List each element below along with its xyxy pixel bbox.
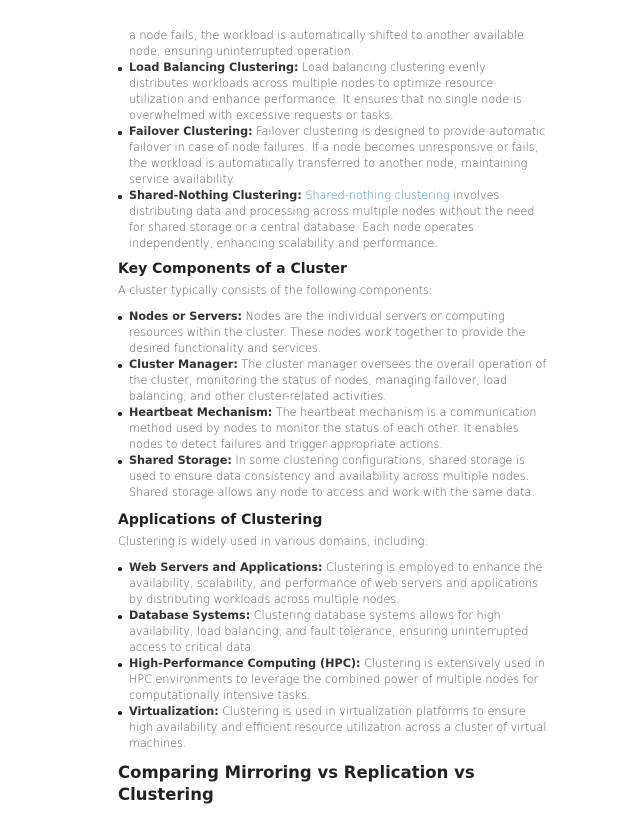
article-body: [118, 28, 548, 806]
shared-nothing-link[interactable]: Shared-nothing clustering: [305, 189, 450, 202]
description: Clustering is used in virtualization platforms to ensure high availability and efficient resource utilization across a cluster of virtual machines.: [129, 705, 547, 750]
applications-intro: Clustering is widely used in various domains, including:: [118, 535, 429, 548]
list-item-hpc: [118, 656, 548, 704]
applications-list: [118, 560, 548, 752]
term: Cluster Manager:: [129, 358, 238, 371]
term: Failover Clustering:: [129, 125, 253, 138]
term: Virtualization:: [129, 705, 219, 718]
list-item-nodes: [118, 309, 548, 357]
list-item-heartbeat: [118, 405, 548, 453]
description: Nodes are the individual servers or computing resources within the cluster. These nodes work together to provide the desired functionality and services.: [129, 310, 526, 355]
list-item-load-balancing: [118, 60, 548, 124]
heading-applications: Applications of Clustering: [118, 512, 323, 528]
description: involves distributing data and processing across multiple nodes without the need for shared storage or a central database. Each node operates independently, enhancing scalability and performance.: [129, 189, 535, 250]
term: Shared-Nothing Clustering:: [129, 189, 302, 202]
term: Web Servers and Applications:: [129, 561, 323, 574]
description: Clustering is employed to enhance the availability, scalability, and performance of web servers and applications by distributing workloads across multiple nodes.: [129, 561, 543, 606]
list-item-database-systems: [118, 608, 548, 656]
heading-key-components: Key Components of a Cluster: [118, 261, 347, 277]
list-item-cluster-manager: [118, 357, 548, 405]
description: Failover clustering is designed to provide automatic failover in case of node failures. If a node becomes unresponsive or fails, the workload is automatically transferred to another node, maintaining service availability.: [129, 125, 546, 186]
heading-comparison: Comparing Mirroring vs Replication vs Clustering: [118, 763, 475, 804]
description: In some clustering configurations, shared storage is used to ensure data consistency and availability across multiple nodes. Shared storage allows any node to access and work with the same data.: [129, 454, 535, 499]
term: Nodes or Servers:: [129, 310, 242, 323]
continued-list-text: a node fails, the workload is automatically shifted to another available node, ensuring uninterrupted operation.: [129, 29, 524, 58]
term: Load Balancing Clustering:: [129, 61, 299, 74]
clustering-types-list: [118, 60, 548, 252]
term: Shared Storage:: [129, 454, 232, 467]
description: Load balancing clustering evenly distributes workloads across multiple nodes to optimize resource utilization and enhance performance. It ensures that no single node is overwhelmed with excessive requests or tasks.: [129, 61, 522, 122]
description: Clustering database systems allows for high availability, load balancing, and fault tolerance, ensuring uninterrupted access to critical data.: [129, 609, 529, 654]
components-list: [118, 309, 548, 501]
list-item-failover: [118, 124, 548, 188]
list-item-shared-nothing: [118, 188, 548, 252]
list-item-shared-storage: [118, 453, 548, 501]
term: Database Systems:: [129, 609, 251, 622]
components-intro: A cluster typically consists of the following components:: [118, 284, 433, 297]
description: Clustering is extensively used in HPC environments to leverage the combined power of multiple nodes for computationally intensive tasks.: [129, 657, 545, 702]
list-item-web-servers: [118, 560, 548, 608]
description: The heartbeat mechanism is a communication method used by nodes to monitor the status of each other. It enables nodes to detect failures and trigger appropriate actions.: [129, 406, 537, 451]
list-item-virtualization: [118, 704, 548, 752]
term: High-Performance Computing (HPC):: [129, 657, 361, 670]
description: The cluster manager oversees the overall operation of the cluster, monitoring the status of nodes, managing failover, load balancing, and other cluster-related activities.: [129, 358, 547, 403]
term: Heartbeat Mechanism:: [129, 406, 273, 419]
